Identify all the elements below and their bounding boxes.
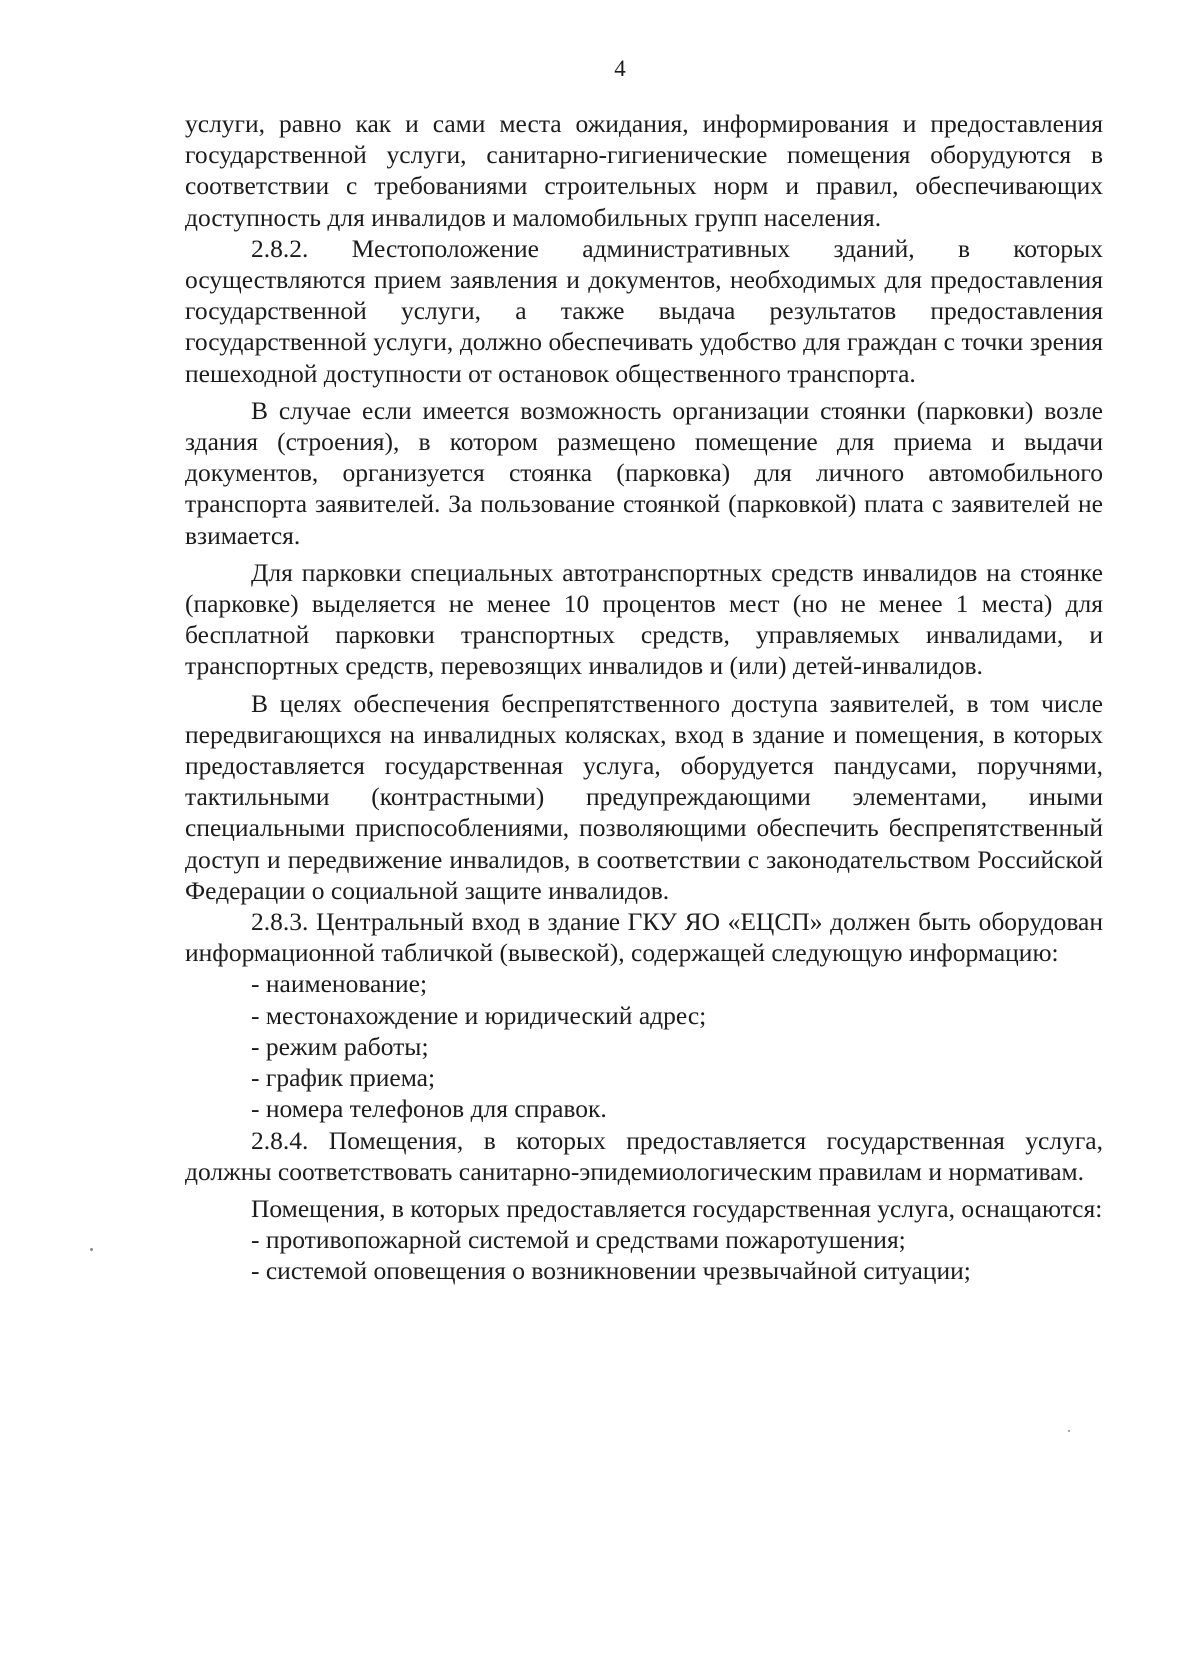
list-item: - противопожарной системой и средствами пожаротушения; <box>251 1225 906 1255</box>
paragraph-2-8-4: 2.8.4. Помещения, в которых предоставляется государственная услуга, должны соответствовать санитарно-эпидемиологическим правилам и нормативам. <box>185 1125 1103 1186</box>
list-item: - режим работы; <box>251 1031 429 1061</box>
paragraph-disabled-parking: Для парковки специальных автотранспортных средств инвалидов на стоянке (парковке) выделяется не менее 10 процентов мест (но не менее 1 места) для бесплатной парковки транспортных средств, управляемых инвалидами, и транспортных средств, перевозящих инвалидов и (или) детей-инвалидов. <box>185 557 1103 681</box>
list-item: - график приема; <box>251 1063 436 1093</box>
paragraph-continuation: услуги, равно как и сами места ожидания, информирования и предоставления государственной услуги, санитарно-гигиенические помещения оборудуются в соответствии с требованиями строительных норм и правил, обеспечивающих доступность для инвалидов и маломобильных групп населения. <box>185 109 1103 232</box>
paragraph-2-8-2: 2.8.2. Местоположение административных зданий, в которых осуществляются прием заявления и документов, необходимых для предоставления государственной услуги, а также выдача результатов предоставления государственной услуги, должно обеспечивать удобство для граждан с точки зрения пешеходной доступности от остановок общественного транспорта. <box>185 233 1103 388</box>
paragraph-equipment-intro: Помещения, в которых предоставляется государственная услуга, оснащаются: <box>251 1193 1103 1223</box>
list-item: - номера телефонов для справок. <box>251 1094 607 1124</box>
scan-speck <box>90 1248 93 1251</box>
paragraph-2-8-3: 2.8.3. Центральный вход в здание ГКУ ЯО «ЕЦСП» должен быть оборудован информационной табличкой (вывеской), содержащей следующую информацию: <box>185 907 1103 968</box>
scan-speck <box>1068 1430 1070 1432</box>
paragraph-parking: В случае если имеется возможность организации стоянки (парковки) возле здания (строения), в котором размещено помещение для приема и выдачи документов, организуется стоянка (парковка) для личного автомобильного транспорта заявителей. За пользование стоянкой (парковкой) плата с заявителей не взимается. <box>185 395 1103 550</box>
list-item: - системой оповещения о возникновении чрезвычайной ситуации; <box>251 1256 971 1286</box>
sign-info-list <box>185 968 1103 1124</box>
page-number: 4 <box>614 56 626 81</box>
list-item: - наименование; <box>251 969 428 999</box>
document-body <box>185 108 1103 1287</box>
list-item: - местонахождение и юридический адрес; <box>251 1000 707 1030</box>
paragraph-accessibility: В целях обеспечения беспрепятственного доступа заявителей, в том числе передвигающихся на инвалидных колясках, вход в здание и помещения, в которых предоставляется государственная услуга, оборудуется пандусами, поручнями, тактильными (контрастными) предупреждающими элементами, иными специальными приспособлениями, позволяющими обеспечить беспрепятственный доступ и передвижение инвалидов, в соответствии с законодательством Российской Федерации о социальной защите инвалидов. <box>185 688 1103 905</box>
equipment-list <box>185 1224 1103 1286</box>
